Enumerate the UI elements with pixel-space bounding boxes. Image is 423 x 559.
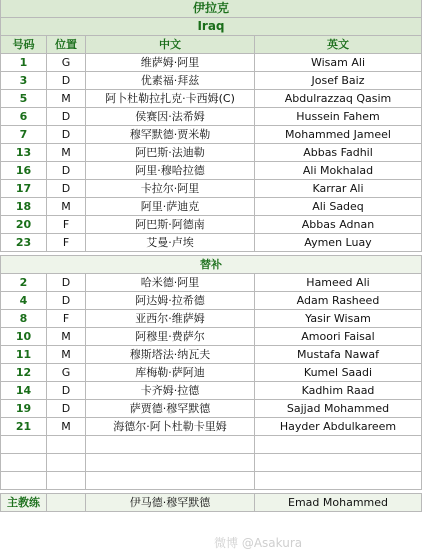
player-row: [0, 72, 422, 90]
player-position: D: [47, 292, 86, 309]
player-name-english: Ali Sadeq: [255, 198, 422, 215]
player-row: [0, 198, 422, 216]
subs-title-row: [0, 256, 422, 274]
player-name-chinese: 阿里·萨迪克: [86, 198, 255, 215]
player-name-chinese: 阿卜杜勒拉扎克·卡西姆(C): [86, 90, 255, 107]
player-position: D: [47, 162, 86, 179]
player-name-english: Abdulrazzaq Qasim: [255, 90, 422, 107]
player-row: [0, 418, 422, 436]
player-name-chinese: 卡齐姆·拉德: [86, 382, 255, 399]
player-name-chinese: 穆罕默德·贾米勒: [86, 126, 255, 143]
player-number: 21: [0, 418, 47, 435]
player-position: D: [47, 382, 86, 399]
player-name-english: Josef Baiz: [255, 72, 422, 89]
subtitle-row: [0, 18, 422, 36]
player-position: F: [47, 216, 86, 233]
player-row: [0, 310, 422, 328]
player-name-chinese: 侯赛因·法希姆: [86, 108, 255, 125]
team-title: 伊拉克: [0, 0, 422, 17]
player-number: 3: [0, 72, 47, 89]
player-name-english: Hussein Fahem: [255, 108, 422, 125]
coach-row: [0, 494, 422, 512]
player-number: 1: [0, 54, 47, 71]
player-position: M: [47, 328, 86, 345]
player-name-chinese: 库梅勒·萨阿迪: [86, 364, 255, 381]
player-name-english: Ali Mokhalad: [255, 162, 422, 179]
player-row: [0, 346, 422, 364]
empty-row: [0, 472, 422, 490]
player-row: [0, 180, 422, 198]
player-position: G: [47, 54, 86, 71]
player-row: [0, 274, 422, 292]
coach-english: Emad Mohammed: [255, 494, 422, 511]
player-name-english: Mustafa Nawaf: [255, 346, 422, 363]
player-name-chinese: 阿达姆·拉希德: [86, 292, 255, 309]
player-name-chinese: 萨贾德·穆罕默德: [86, 400, 255, 417]
player-name-english: Abbas Fadhil: [255, 144, 422, 161]
player-name-chinese: 穆斯塔法·纳瓦夫: [86, 346, 255, 363]
player-row: [0, 54, 422, 72]
player-number: 23: [0, 234, 47, 251]
empty-row: [0, 436, 422, 454]
player-name-english: Kadhim Raad: [255, 382, 422, 399]
player-position: M: [47, 346, 86, 363]
player-number: 19: [0, 400, 47, 417]
player-position: D: [47, 108, 86, 125]
player-number: 7: [0, 126, 47, 143]
player-name-chinese: 亚西尔·维萨姆: [86, 310, 255, 327]
player-name-english: Amoori Faisal: [255, 328, 422, 345]
player-number: 8: [0, 310, 47, 327]
player-name-chinese: 阿里·穆哈拉德: [86, 162, 255, 179]
player-number: 13: [0, 144, 47, 161]
player-name-english: Wisam Ali: [255, 54, 422, 71]
player-position: F: [47, 310, 86, 327]
player-position: D: [47, 126, 86, 143]
player-number: 20: [0, 216, 47, 233]
player-number: 10: [0, 328, 47, 345]
player-name-english: Abbas Adnan: [255, 216, 422, 233]
player-number: 16: [0, 162, 47, 179]
player-position: M: [47, 90, 86, 107]
title-row: [0, 0, 422, 18]
player-name-english: Karrar Ali: [255, 180, 422, 197]
player-name-chinese: 阿穆里·费萨尔: [86, 328, 255, 345]
header-position: 位置: [47, 36, 86, 53]
watermark-text: 微博 @Asakura: [214, 536, 303, 550]
player-row: [0, 234, 422, 252]
empty-row: [0, 454, 422, 472]
player-name-english: Mohammed Jameel: [255, 126, 422, 143]
player-row: [0, 162, 422, 180]
player-name-chinese: 维萨姆·阿里: [86, 54, 255, 71]
player-name-chinese: 优素福·拜兹: [86, 72, 255, 89]
subs-title: 替补: [0, 256, 422, 273]
player-row: [0, 328, 422, 346]
player-number: 17: [0, 180, 47, 197]
player-number: 2: [0, 274, 47, 291]
player-name-english: Hayder Abdulkareem: [255, 418, 422, 435]
header-row: [0, 36, 422, 54]
player-row: [0, 216, 422, 234]
player-name-chinese: 艾曼·卢埃: [86, 234, 255, 251]
player-position: M: [47, 198, 86, 215]
player-row: [0, 400, 422, 418]
player-position: D: [47, 72, 86, 89]
player-name-english: Hameed Ali: [255, 274, 422, 291]
header-english: 英文: [255, 36, 422, 53]
player-row: [0, 292, 422, 310]
player-name-chinese: 海德尔·阿卜杜勒卡里姆: [86, 418, 255, 435]
subs-table: [0, 274, 422, 436]
player-number: 5: [0, 90, 47, 107]
player-name-english: Aymen Luay: [255, 234, 422, 251]
player-number: 18: [0, 198, 47, 215]
player-name-english: Adam Rasheed: [255, 292, 422, 309]
player-row: [0, 108, 422, 126]
player-position: M: [47, 144, 86, 161]
player-name-english: Sajjad Mohammed: [255, 400, 422, 417]
player-name-chinese: 哈米德·阿里: [86, 274, 255, 291]
player-row: [0, 144, 422, 162]
player-number: 11: [0, 346, 47, 363]
coach-chinese: 伊马德·穆罕默德: [86, 494, 255, 511]
player-name-english: Kumel Saadi: [255, 364, 422, 381]
player-row: [0, 126, 422, 144]
starters-table: [0, 54, 422, 252]
header-number: 号码: [0, 36, 47, 53]
player-name-chinese: 卡拉尔·阿里: [86, 180, 255, 197]
player-row: [0, 382, 422, 400]
player-number: 6: [0, 108, 47, 125]
team-subtitle: Iraq: [0, 18, 422, 35]
player-number: 12: [0, 364, 47, 381]
player-number: 4: [0, 292, 47, 309]
player-position: F: [47, 234, 86, 251]
header-chinese: 中文: [86, 36, 255, 53]
player-position: M: [47, 418, 86, 435]
player-name-chinese: 阿巴斯·法迪勒: [86, 144, 255, 161]
player-row: [0, 364, 422, 382]
player-position: G: [47, 364, 86, 381]
player-name-english: Yasir Wisam: [255, 310, 422, 327]
player-position: D: [47, 180, 86, 197]
player-position: D: [47, 400, 86, 417]
player-position: D: [47, 274, 86, 291]
player-name-chinese: 阿巴斯·阿德南: [86, 216, 255, 233]
player-row: [0, 90, 422, 108]
player-number: 14: [0, 382, 47, 399]
coach-label: 主教练: [0, 494, 47, 511]
